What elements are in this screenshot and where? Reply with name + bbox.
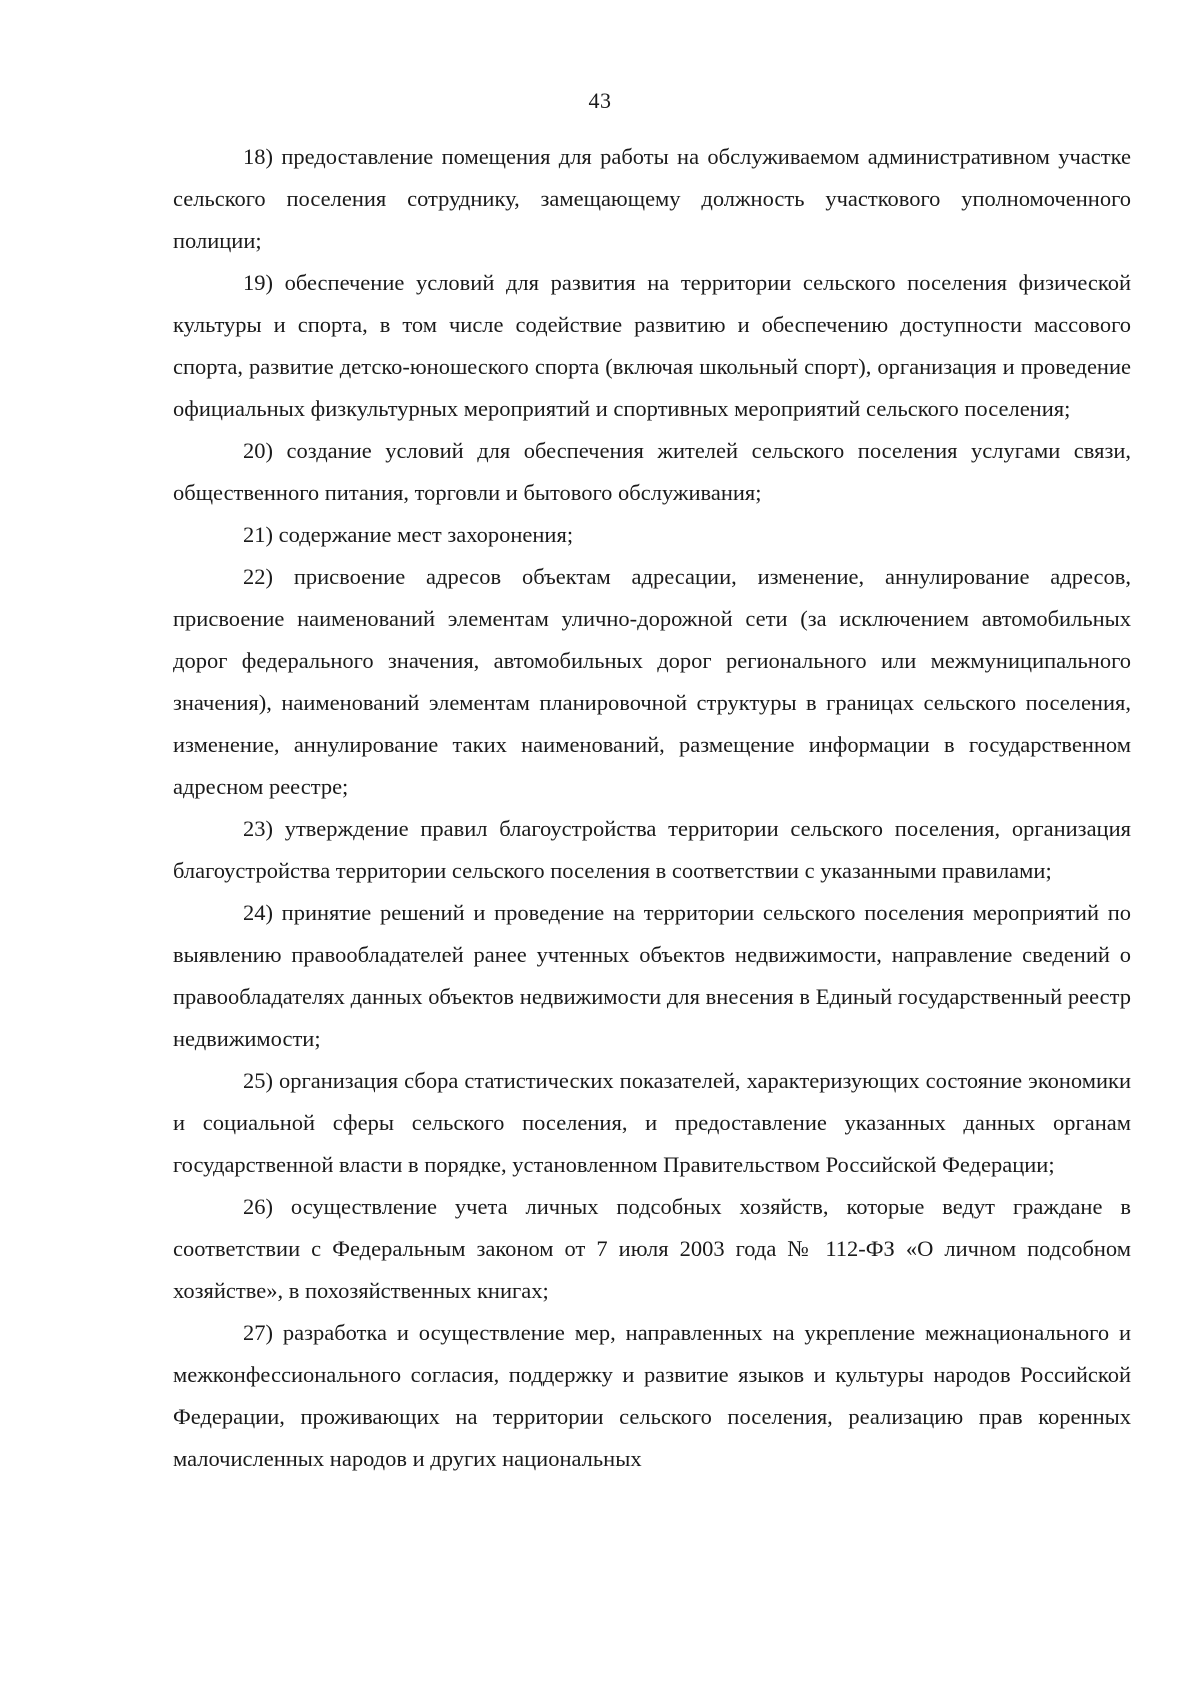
paragraph-item-20: 20) создание условий для обеспечения жителей сельского поселения услугами связи, общественного питания, торговли и бытового обслуживания; [173,438,1131,505]
paragraph-item-26: 26) осуществление учета личных подсобных хозяйств, которые ведут граждане в соответствии с Федеральным законом от 7 июля 2003 года № 112-ФЗ «О личном подсобном хозяйстве», в похозяйственных книгах; [173,1194,1131,1303]
paragraph-item-18: 18) предоставление помещения для работы на обслуживаемом административном участке сельского поселения сотруднику, замещающему должность участкового уполномоченного полиции; [173,144,1131,253]
document-body [173,136,1131,1480]
paragraph-item-24: 24) принятие решений и проведение на территории сельского поселения мероприятий по выявлению правообладателей ранее учтенных объектов недвижимости, направление сведений о правообладателях данных объектов недвижимости для внесения в Единый государственный реестр недвижимости; [173,900,1131,1051]
paragraph-item-25: 25) организация сбора статистических показателей, характеризующих состояние экономики и социальной сферы сельского поселения, и предоставление указанных данных органам государственной власти в порядке, установленном Правительством Российской Федерации; [173,1068,1131,1177]
paragraph-item-27: 27) разработка и осуществление мер, направленных на укрепление межнационального и межконфессионального согласия, поддержку и развитие языков и культуры народов Российской Федерации, проживающих на территории сельского поселения, реализацию прав коренных малочисленных народов и других национальных [173,1320,1131,1471]
paragraph-item-21: 21) содержание мест захоронения; [243,522,574,547]
paragraph-item-19: 19) обеспечение условий для развития на территории сельского поселения физической культуры и спорта, в том числе содействие развитию и обеспечению доступности массового спорта, развитие детско-юношеского спорта (включая школьный спорт), организация и проведение официальных физкультурных мероприятий и спортивных мероприятий сельского поселения; [173,270,1131,421]
page-number: 43 [588,88,612,113]
paragraph-item-23: 23) утверждение правил благоустройства территории сельского поселения, организация благоустройства территории сельского поселения в соответствии с указанными правилами; [173,816,1131,883]
paragraph-item-22: 22) присвоение адресов объектам адресации, изменение, аннулирование адресов, присвоение наименований элементам улично-дорожной сети (за исключением автомобильных дорог федерального значения, автомобильных дорог регионального или межмуниципального значения), наименований элементам планировочной структуры в границах сельского поселения, изменение, аннулирование таких наименований, размещение информации в государственном адресном реестре; [173,564,1131,799]
